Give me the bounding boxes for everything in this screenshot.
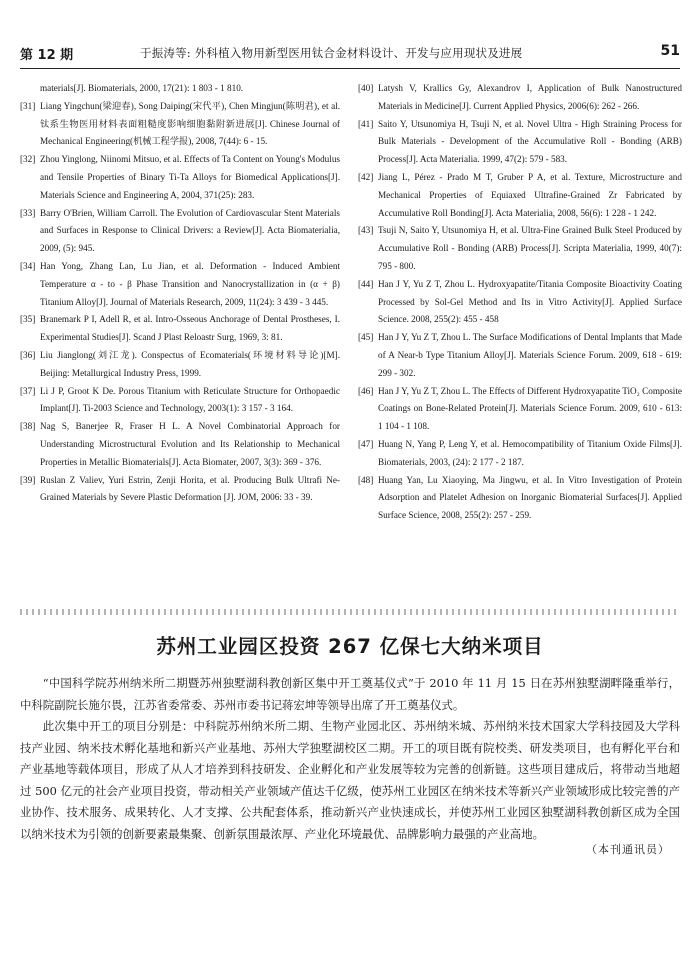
- reference-text: Liu Jianglong(刘江龙). Conspectus of Ecomaterials(环境材料导论)[M]. Beijing: Metallurgical Industry Press, 1999.: [40, 349, 340, 378]
- reference-number: [47]: [358, 438, 374, 449]
- reference-text: Branemark P I, Adell R, et al. Intro-Osseous Anchorage of Dental Prostheses, I. Experimental Studies[J]. Scand J Plast Reloastr Surg, 1969, 3: 81.: [40, 314, 340, 343]
- reference-number: [33]: [20, 207, 36, 218]
- reference-item: [20, 258, 340, 311]
- reference-text: Han Yong, Zhang Lan, Lu Jian, et al. Deformation - Induced Ambient Temperature α - to - β Phase Transition and Nanocrystallization in (α + β) Titanium Alloy[J]. Journal of Materials Research, 2009, 11(24): 3 439 - 3 445.: [40, 260, 340, 307]
- reference-text: Jiang L, Pérez - Prado M T, Gruber P A, et al. Texture, Microstructure and Mechanical Properties of Equiaxed Ultrafine-Grained Zr Fabricated by Accumulative Roll Bonding[J]. Acta Materialia, 2008, 56(6): 1 228 - 1 242.: [378, 171, 682, 218]
- reference-text: Huang Yan, Lu Xiaoying, Ma Jingwu, et al. In Vitro Investigation of Protein Adsorption and Platelet Adhesion on Inorganic Biomaterial Surfaces[J]. Applied Surface Science, 2008, 255(2): 257 - 259.: [378, 474, 682, 521]
- reference-number: [45]: [358, 332, 374, 343]
- reference-item: [358, 276, 682, 329]
- reference-text: Nag S, Banerjee R, Fraser H L. A Novel Combinatorial Approach for Understanding Microstructural Evolution and Its Relationship to Mechanical Properties in Metallic Biomaterials[J]. Acta Biomater, 2007, 3(3): 369 - 376.: [40, 421, 340, 467]
- reference-text: Liang Yingchun(梁迎春), Song Daiping(宋代平), Chen Mingjun(陈明君), et al. 钛系生物医用材料表面粗糙度影响细胞黏附新进展[J]. Chinese Journal of Mechanical Engineering(机械工程学报), 2008, 7(44): 6 - 15.: [40, 100, 340, 147]
- reference-number: [38]: [20, 421, 36, 432]
- reference-number: [40]: [358, 83, 374, 93]
- reference-text: Han J Y, Yu Z T, Zhou L. The Effects of Different Hydroxyapatite TiO₂ Composite Coatings on Bone-Related Protein[J]. Materials Science Forum. 2009, 610 - 613: 1 104 - 1 108.: [378, 385, 682, 432]
- references-left-column: [20, 80, 340, 507]
- reference-number: [35]: [20, 314, 36, 325]
- reference-number: [37]: [20, 385, 36, 396]
- reference-item: [358, 436, 682, 472]
- reference-item: [358, 383, 682, 436]
- reference-item: [358, 472, 682, 525]
- reference-item: [20, 383, 340, 419]
- reference-number: [46]: [358, 385, 374, 396]
- reference-text: Han J Y, Yu Z T, Zhou L. Hydroxyapatite/Titania Composite Bioactivity Coating Processed by Sol-Gel Method and Its in Vitro Activity[J]. Applied Surface Science. 2008, 255(2): 455 - 458: [378, 278, 682, 325]
- reference-item: [358, 329, 682, 382]
- running-title: 于振涛等: 外科植入物用新型医用钛合金材料设计、开发与应用现状及进展: [140, 46, 523, 60]
- issue-label: 第 12 期: [20, 48, 74, 63]
- reference-text: Han J Y, Yu Z T, Zhou L. The Surface Modifications of Dental Implants that Made of A Near-b Type Titanium Alloy[J]. Materials Science Forum. 2009, 618 - 619: 299 - 302.: [378, 332, 682, 378]
- header-rule: [20, 68, 680, 69]
- reference-item: [358, 222, 682, 275]
- references-right-column: [358, 80, 682, 525]
- reference-text: Zhou Yinglong, Niinomi Mitsuo, et al. Effects of Ta Content on Young's Modulus and Tensile Properties of Binary Ti-Ta Alloys for Biomedical Applications[J]. Materials Science and Engineering A, 2004, 371(25): 283.: [40, 154, 340, 200]
- reference-continuation: materials[J]. Biomaterials, 2000, 17(21): 1 803 - 1 810.: [40, 83, 244, 93]
- reference-number: [41]: [358, 118, 374, 129]
- reference-text: Barry O'Brien, William Carroll. The Evolution of Cardiovascular Stent Materials and Surfaces in Response to Clinical Drivers: a Review[J]. Acta Biomaterialia, 2009, (5): 945.: [40, 207, 340, 254]
- reference-item: [20, 347, 340, 383]
- reference-item: [358, 80, 682, 116]
- article-title: 苏州工业园区投资 267 亿保七大纳米项目: [156, 635, 544, 658]
- reference-number: [36]: [20, 349, 36, 360]
- reference-text: Li J P, Groot K De. Porous Titanium with Reticulate Structure for Orthopaedic Implant[J]. Ti-2003 Science and Technology, 2003(1): 3 157 - 3 164.: [40, 385, 340, 414]
- reference-number: [39]: [20, 474, 36, 485]
- reference-text: Huang N, Yang P, Leng Y, et al. Hemocompatibility of Titanium Oxide Films[J]. Biomaterials, 2003, (24): 2 177 - 2 187.: [378, 438, 682, 467]
- reference-number: [34]: [20, 260, 36, 271]
- article-credit: （本刊通讯员）: [586, 843, 670, 856]
- reference-item: [358, 116, 682, 169]
- reference-item: [20, 472, 340, 508]
- reference-item: [20, 98, 340, 151]
- reference-number: [32]: [20, 154, 36, 165]
- reference-text: Tsuji N, Saito Y, Utsunomiya H, et al. Ultra-Fine Grained Bulk Steel Produced by Accumulative Roll - Bonding (ARB) Process[J]. Scripta Materialia, 1999, 40(7): 795 - 800.: [378, 225, 682, 271]
- reference-number: [43]: [358, 225, 374, 236]
- article-paragraph: “中国科学院苏州纳米所二期暨苏州独墅湖科教创新区集中开工奠基仪式”于 2010 年 11 月 15 日在苏州独墅湖畔隆重举行，中科院副院长施尔畏，江苏省委常委、苏州市委书记蒋宏坤等领导出席了开工奠基仪式。: [20, 676, 680, 712]
- reference-number: [31]: [20, 100, 36, 111]
- reference-number: [44]: [358, 278, 374, 289]
- page-number: 51: [660, 43, 680, 59]
- reference-text: Latysh V, Krallics Gy, Alexandrov I, Application of Bulk Nanostructured Materials in Medicine[J]. Current Applied Physics, 2006(6): 262 - 266.: [378, 83, 682, 111]
- reference-number: [48]: [358, 474, 374, 485]
- reference-number: [42]: [358, 171, 374, 182]
- decorative-divider: [20, 609, 680, 615]
- running-header: [20, 42, 680, 66]
- article-paragraph: 此次集中开工的项目分别是：中科院苏州纳米所二期、生物产业园北区、苏州纳米城、苏州纳米技术国家大学科技园及大学科技产业园、纳米技术孵化基地和新兴产业基地、苏州大学独墅湖校区二期。开工的项目既有院校类、研发类项目，也有孵化平台和产业基地等载体项目，形成了从人才培养到科技研发、企业孵化和产业发展等较为完善的创新链。这些项目建成后，将带动当地超过 500 亿元的社会产业项目投资，带动相关产业领域产值达千亿级，使苏州工业园区在纳米技术等新兴产业领域形成比较完善的产业协作、技术服务、成果转化、人才支撑、公共配套体系，推动新兴产业快速成长，并使苏州工业园区独墅湖科教创新区成为全国以纳米技术为引领的创新要素最集聚、创新氛围最浓厚、产业化环境最优、品牌影响力最强的产业高地。: [20, 719, 680, 841]
- reference-item: [20, 311, 340, 347]
- reference-item: [20, 205, 340, 258]
- reference-item: [20, 418, 340, 471]
- article-body: [20, 673, 680, 845]
- reference-item: [20, 151, 340, 204]
- reference-item: [358, 169, 682, 222]
- reference-text: Ruslan Z Valiev, Yuri Estrin, Zenji Horita, et al. Producing Bulk Ultrafi Ne-Grained Materials by Severe Plastic Deformation [J]. JOM, 2006: 33 - 39.: [40, 474, 340, 503]
- reference-text: Saito Y, Utsunomiya H, Tsuji N, et al. Novel Ultra - High Straining Process for Bulk Materials - Development of the Accumulative Roll - Bonding (ARB) Process[J]. Acta Materialia. 1999, 47(2): 579 - 583.: [378, 118, 682, 165]
